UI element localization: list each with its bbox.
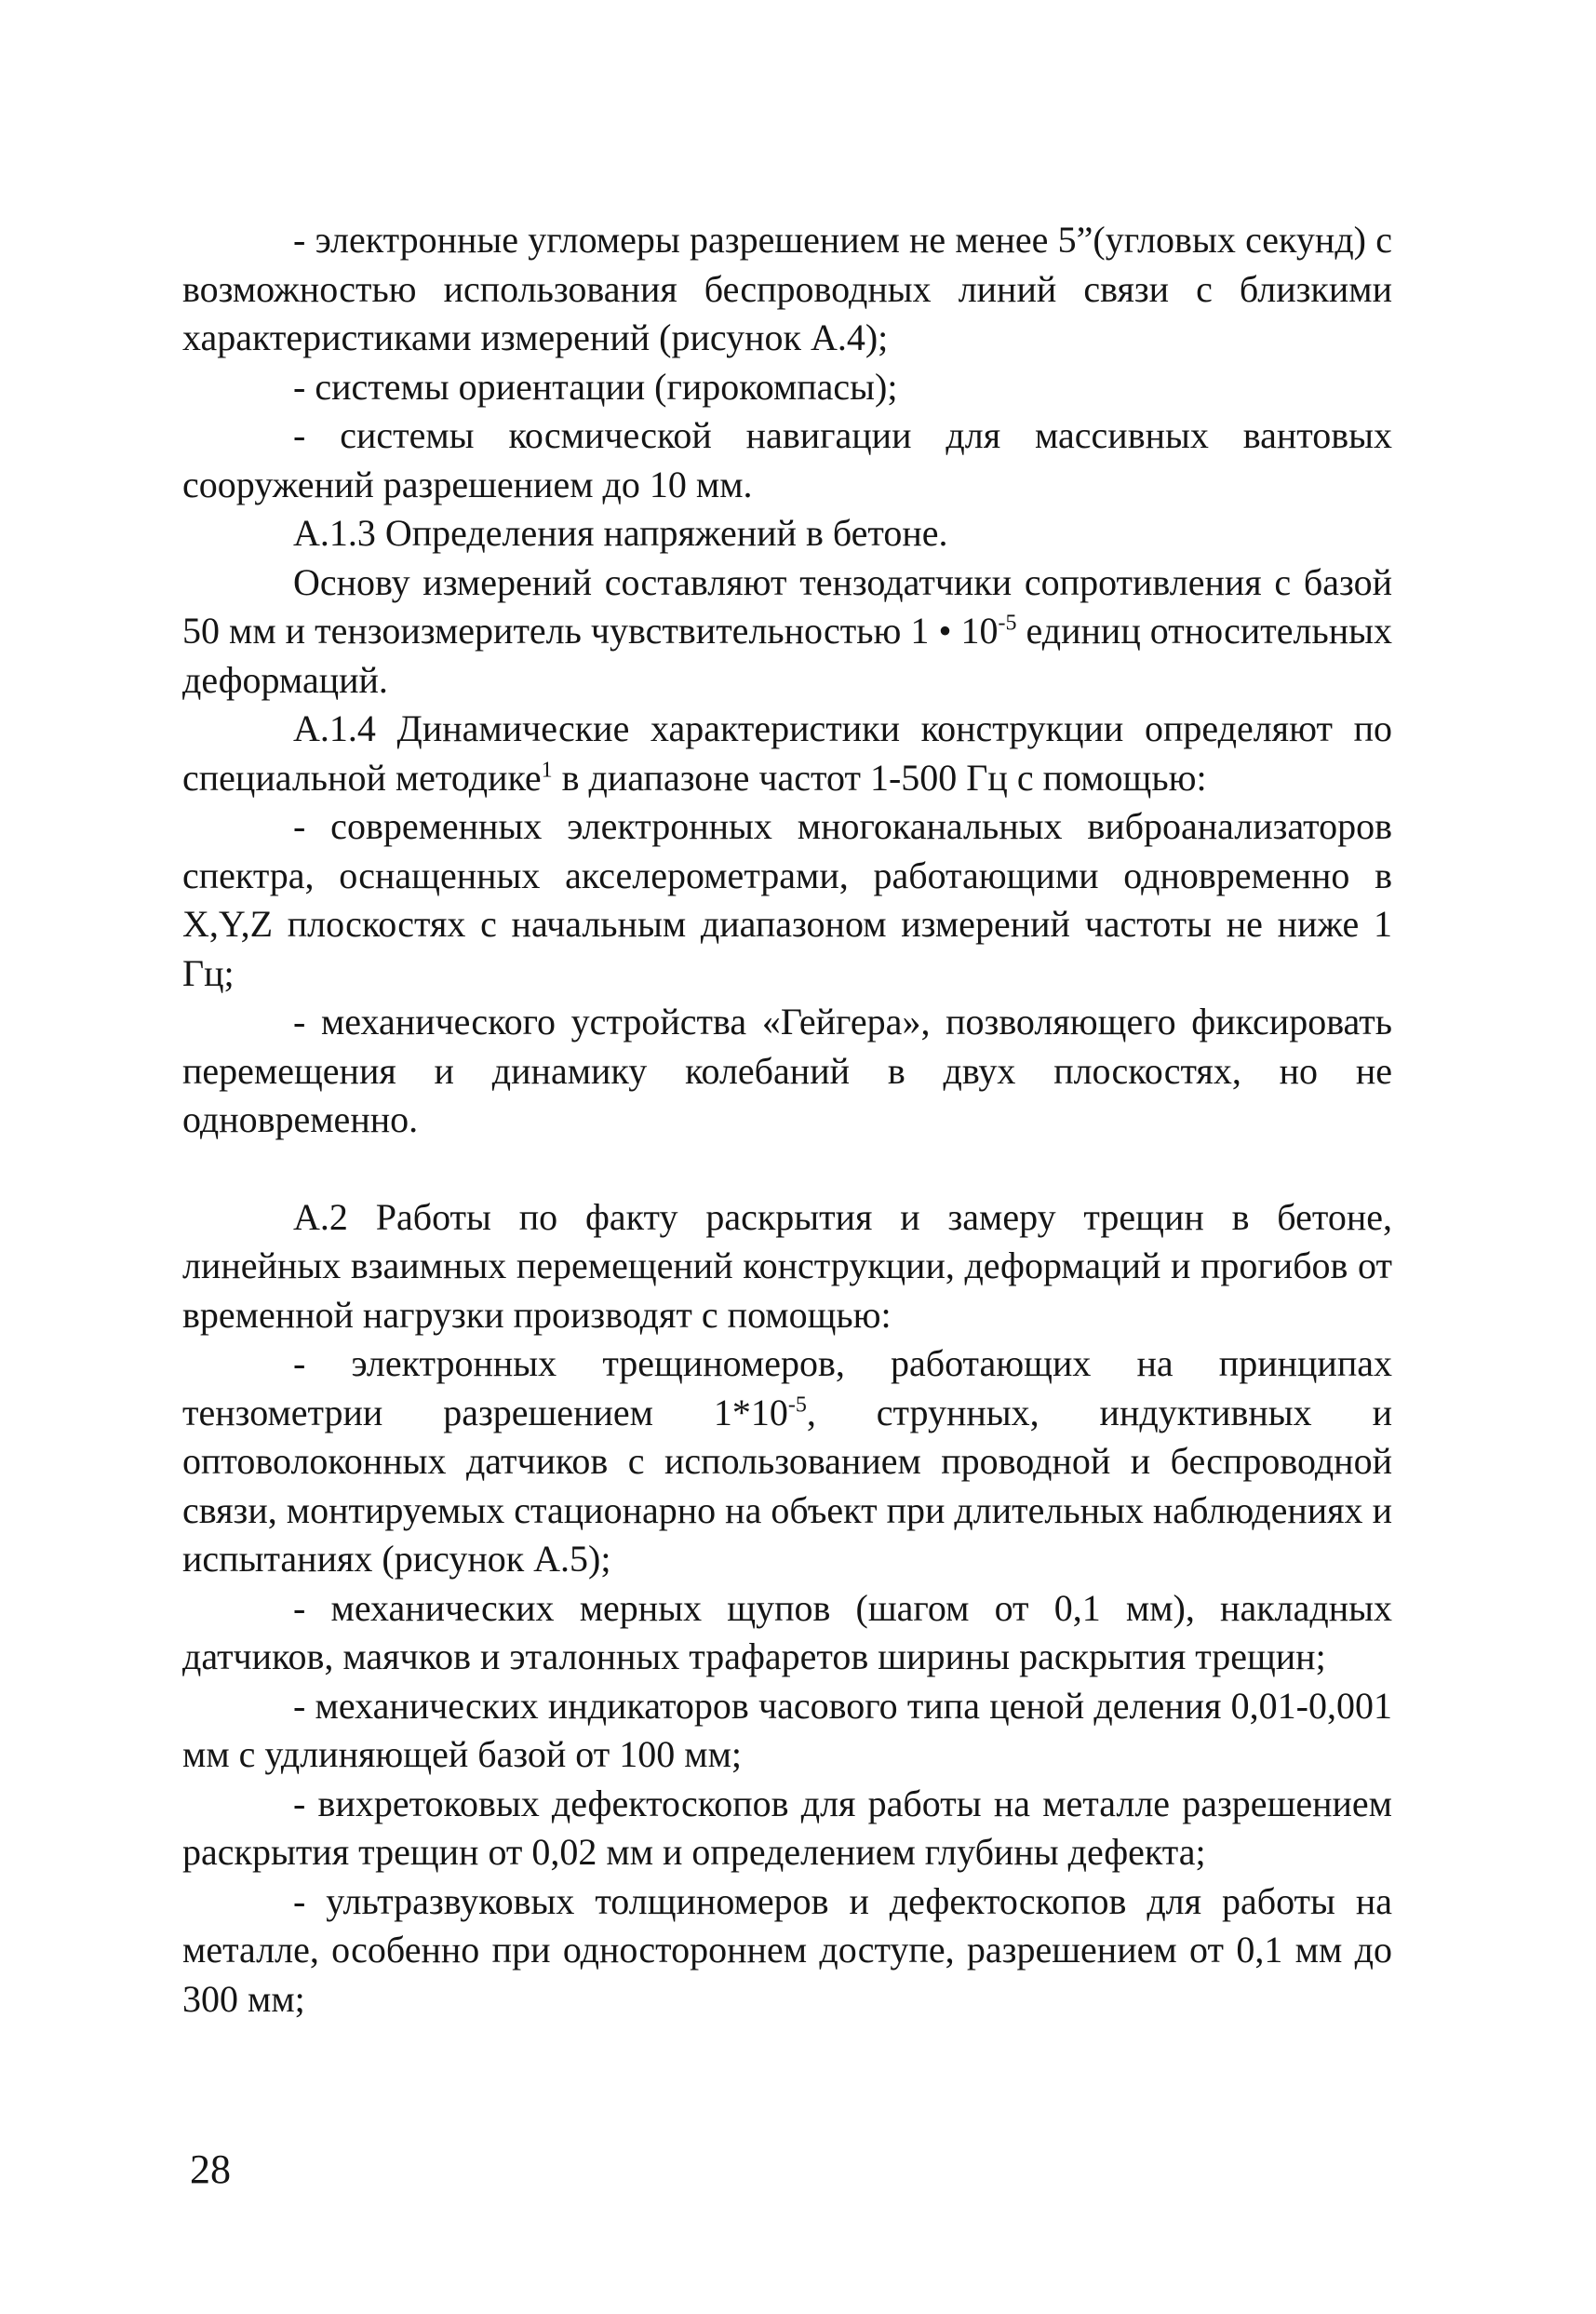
list-item-ultrasonic-gauges: - ультразвуковых толщиномеров и дефектоскопов для работы на металле, особенно при одностороннем доступе, разрешением от 0,1 мм до 300 мм; bbox=[182, 1879, 1392, 2020]
crack-gauges-text: - электронных трещиномеров, работающих на принципах тензометрии разрешением 1*10 bbox=[182, 1342, 1392, 1433]
section-a13-heading: А.1.3 Определения напряжений в бетоне. bbox=[293, 512, 948, 554]
list-item-eddy-current-detectors: - вихретоковых дефектоскопов для работы на металле разрешением раскрытия трещин от 0,02 мм и определением глубины дефекта; bbox=[182, 1782, 1392, 1873]
footnote-mark: 1 bbox=[541, 758, 553, 783]
section-a2-intro: А.2 Работы по факту раскрытия и замеру трещин в бетоне, линейных взаимных перемещений конструкции, деформаций и прогибов от временной нагрузки производят с помощью: bbox=[182, 1195, 1392, 1336]
section-spacer bbox=[182, 1145, 1392, 1193]
list-item-dial-indicators: - механических индикаторов часового типа ценой деления 0,01-0,001 мм с удлиняющей базой от 100 мм; bbox=[182, 1684, 1392, 1775]
section-a14-intro bbox=[182, 705, 1392, 802]
section-a13-body bbox=[182, 558, 1392, 706]
section-a13-body-tail: единиц относительных деформаций. bbox=[182, 610, 1392, 701]
page-number: 28 bbox=[190, 2146, 231, 2192]
sensitivity-exponent: -5 bbox=[998, 611, 1017, 636]
section-a14-intro-text: А.1.4 Динамические характеристики конструкции определяют по специальной методике bbox=[182, 707, 1392, 799]
page-text bbox=[182, 216, 1392, 2024]
section-a14-intro-tail: в диапазоне частот 1-500 Гц с помощью: bbox=[552, 756, 1207, 799]
crack-gauges-tail: , струнных, индуктивных и оптоволоконных датчиков с использованием проводной и беспроводной связи, монтируемых стационарно на объект при длительных наблюдениях и испытаниях (рисунок А.5); bbox=[182, 1391, 1392, 1580]
list-item-feeler-gauges: - механических мерных щупов (шагом от 0,1 мм), накладных датчиков, маячков и эталонных трафаретов ширины раскрытия трещин; bbox=[182, 1586, 1392, 1677]
list-item-gyrocompasses: - системы ориентации (гирокомпасы); bbox=[293, 365, 898, 408]
resolution-exponent: -5 bbox=[787, 1392, 807, 1418]
list-item-crack-gauges bbox=[182, 1339, 1392, 1584]
list-item-goniometers: - электронные угломеры разрешением не менее 5”(угловых секунд) с возможностью использования беспроводных линий связи с близкими характеристиками измерений (рисунок А.4); bbox=[182, 219, 1392, 358]
section-a13-body-text: Основу измерений составляют тензодатчики сопротивления с базой 50 мм и тензоизмеритель чувствительностью 1 • 10 bbox=[182, 560, 1392, 652]
list-item-space-navigation: - системы космической навигации для массивных вантовых сооружений разрешением до 10 мм. bbox=[182, 414, 1392, 505]
list-item-vibration-analyzers: - современных электронных многоканальных виброанализаторов спектра, оснащенных акселерометрами, работающими одновременно в X,Y,Z плоскостях с начальным диапазоном измерений частоты не ниже 1 Гц; bbox=[182, 805, 1392, 994]
list-item-geiger-device: - механического устройства «Гейгера», позволяющего фиксировать перемещения и динамику колебаний в двух плоскостях, но не одновременно. bbox=[182, 1001, 1392, 1140]
